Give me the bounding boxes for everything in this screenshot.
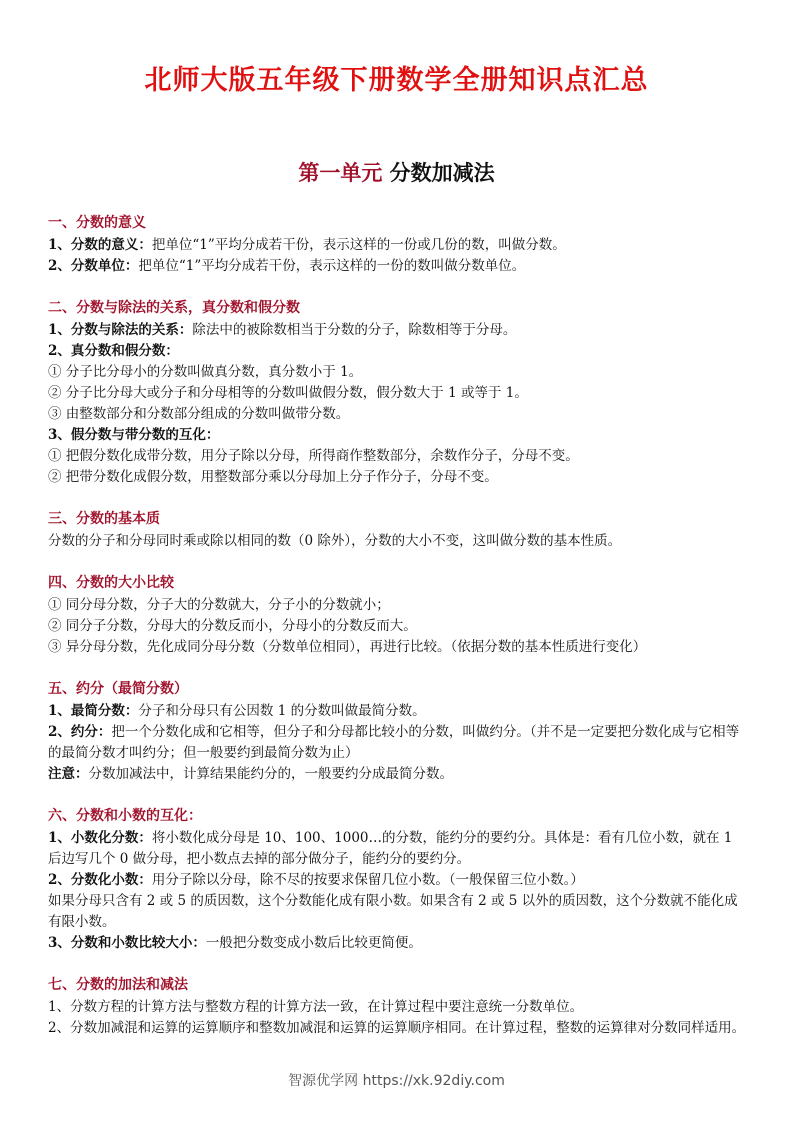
section-title: 七、分数的加法和减法: [48, 977, 188, 993]
term-label: 1、小数化分数：: [48, 830, 152, 846]
list-item: ③ 异分母分数，先化成同分母分数（分数单位相同），再进行比较。（依据分数的基本性质进行变化）: [48, 639, 647, 655]
section-5: [48, 678, 748, 785]
content-body: [48, 212, 748, 1039]
paragraph: [48, 764, 748, 785]
paragraph: [48, 828, 748, 870]
paragraph: [48, 701, 748, 722]
term-label: 1、分数的意义：: [48, 237, 152, 253]
list-item: ② 分子比分母大或分子和分母相等的分数叫做假分数，假分数大于 1 或等于 1。: [48, 385, 528, 401]
section-title: 六、分数和小数的互化：: [48, 808, 202, 824]
term-label: 注意：: [48, 766, 89, 782]
paragraph: [48, 341, 748, 362]
term-label: 3、假分数与带分数的互化：: [48, 427, 220, 443]
page-title: 北师大版五年级下册数学全册知识点汇总: [144, 65, 649, 96]
paragraph-text: 把单位“1”平均分成若干份，表示这样的一份或几份的数，叫做分数。: [151, 237, 566, 253]
term-label: 3、分数和小数比较大小：: [48, 935, 206, 951]
term-label: 2、约分：: [48, 724, 112, 740]
paragraph: [48, 320, 748, 341]
paragraph-text: 用分子除以分母，除不尽的按要求保留几位小数。（一般保留三位小数。）: [151, 872, 584, 888]
paragraph-text: 将小数化成分母是 10、100、1000…的分数，能约分的要约分。具体是：看有几位小数，就在 1 后边写几个 0 做分母，把小数点去掉的部分做分子，能约分的要约分。: [48, 830, 733, 867]
paragraph: [48, 256, 748, 277]
paragraph-text: 分子和分母只有公因数 1 的分数叫做最简分数。: [138, 703, 426, 719]
section-6: [48, 805, 748, 954]
paragraph-text: 一般把分数变成小数后比较更简便。: [205, 935, 422, 951]
paragraph: [48, 933, 748, 954]
paragraph: [48, 722, 748, 764]
term-label: 1、最简分数：: [48, 703, 139, 719]
unit-title: [0, 157, 793, 187]
term-label: 1、分数与除法的关系：: [48, 322, 193, 338]
list-item: ① 同分母分数，分子大的分数就大，分子小的分数就小；: [48, 597, 390, 613]
unit-name: 分数加减法: [389, 160, 495, 185]
paragraph: 1、分数方程的计算方法与整数方程的计算方法一致，在计算过程中要注意统一分数单位。: [48, 999, 584, 1015]
term-label: 2、分数化小数：: [48, 872, 152, 888]
section-2: [48, 297, 748, 488]
list-item: ② 把带分数化成假分数，用整数部分乘以分母加上分子作分子，分母不变。: [48, 469, 498, 485]
section-title: 一、分数的意义: [48, 215, 146, 231]
paragraph: 如果分母只含有 2 或 5 的质因数，这个分数能化成有限小数。如果含有 2 或 5 以外的质因数，这个分数就不能化成有限小数。: [48, 893, 738, 930]
term-label: 2、分数单位：: [48, 258, 139, 274]
section-1: [48, 212, 748, 277]
paragraph-text: 分数加减法中，计算结果能约分的，一般要约分成最简分数。: [88, 766, 453, 782]
paragraph: [48, 870, 748, 891]
paragraph: [48, 235, 748, 256]
footer-watermark: 智源优学网 https://xk.92diy.com: [288, 1073, 505, 1089]
paragraph: 2、分数加减混和运算的运算顺序和整数加减混和运算的运算顺序相同。在计算过程，整数的运算律对分数同样适用。: [48, 1020, 746, 1036]
section-title: 四、分数的大小比较: [48, 575, 174, 591]
section-title: 三、分数的基本质: [48, 511, 160, 527]
term-label: 2、真分数和假分数：: [48, 343, 179, 359]
paragraph-text: 除法中的被除数相当于分数的分子，除数相等于分母。: [192, 322, 517, 338]
list-item: ③ 由整数部分和分数部分组成的分数叫做带分数。: [48, 406, 350, 422]
paragraph-text: 把一个分数化成和它相等，但分子和分母都比较小的分数，叫做约分。（并不是一定要把分数化成与它相等的最简分数才叫约分；但一般要约到最简分数为止）: [48, 724, 740, 761]
list-item: ② 同分子分数，分母大的分数反而小，分母小的分数反而大。: [48, 618, 417, 634]
list-item: ① 分子比分母小的分数叫做真分数，真分数小于 1。: [48, 364, 363, 380]
paragraph-text: 把单位“1”平均分成若干份，表示这样的一份的数叫做分数单位。: [138, 258, 526, 274]
paragraph: [48, 425, 748, 446]
section-3: [48, 508, 748, 552]
section-title: 二、分数与除法的关系，真分数和假分数: [48, 300, 300, 316]
unit-number: 第一单元: [298, 160, 383, 185]
paragraph: 分数的分子和分母同时乘或除以相同的数（0 除外），分数的大小不变，这叫做分数的基本性质。: [48, 533, 622, 549]
section-4: [48, 572, 748, 658]
list-item: ① 把假分数化成带分数，用分子除以分母，所得商作整数部分，余数作分子，分母不变。: [48, 448, 579, 464]
section-7: [48, 974, 748, 1039]
section-title: 五、约分（最简分数）: [48, 681, 188, 697]
